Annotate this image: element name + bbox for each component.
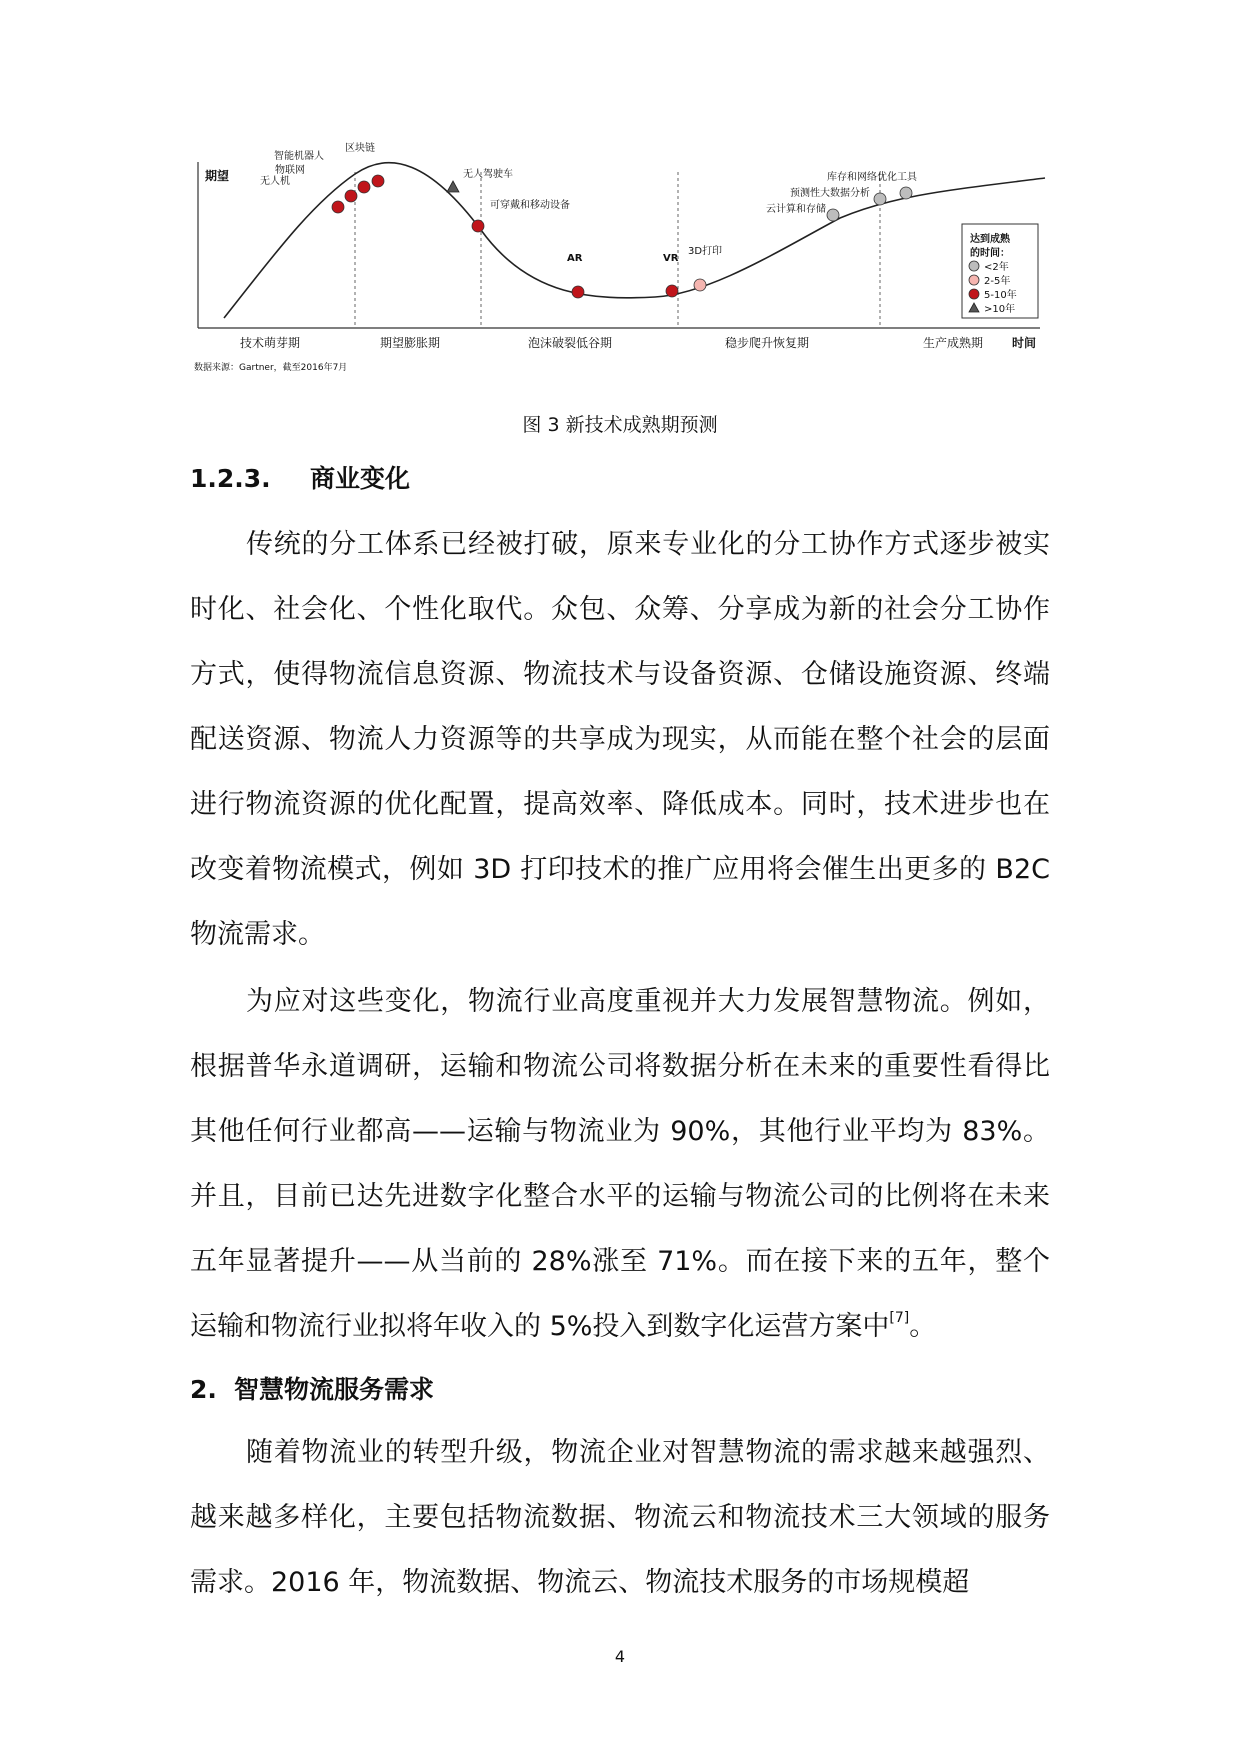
figure-caption: 图 3 新技术成熟期预测 — [522, 414, 718, 436]
legend-label: 5-10年 — [984, 290, 1017, 301]
marker-ar — [572, 286, 584, 298]
tech-label: 智能机器人 — [274, 151, 324, 162]
marker-3d-printing — [694, 279, 706, 291]
paragraph-2-end: 。 — [909, 1311, 937, 1342]
x-axis-label: 时间 — [1012, 336, 1037, 350]
legend-swatch-5to10 — [969, 289, 979, 299]
y-axis-label: 期望 — [205, 169, 230, 183]
citation-ref: [7] — [889, 1310, 910, 1326]
marker-iot — [345, 190, 357, 202]
hype-cycle-curve — [224, 163, 1045, 318]
legend-title: 的时间： — [970, 248, 1010, 259]
phase-label: 生产成熟期 — [923, 336, 984, 350]
marker-blockchain — [372, 175, 384, 187]
tech-label: 库存和网络优化工具 — [827, 172, 917, 183]
tech-label: 可穿戴和移动设备 — [490, 200, 570, 211]
legend-swatch-2to5 — [969, 275, 979, 285]
page-number: 4 — [614, 1647, 626, 1666]
tech-label: 3D打印 — [688, 246, 723, 257]
section-number: 2. — [190, 1375, 217, 1404]
hype-cycle-figure — [190, 143, 1085, 420]
section-title: 商业变化 — [310, 464, 411, 493]
tech-label: 无人机 — [260, 176, 290, 187]
paragraph-3: 随着物流业的转型升级，物流企业对智慧物流的需求越来越强烈、越来越多样化，主要包括物流数据、物流云和物流技术三大领域的服务需求。2016 年，物流数据、物流云、物流技术服务的市场规模超 — [190, 1437, 1050, 1598]
tech-label: 预测性大数据分析 — [790, 188, 870, 199]
tech-label: 云计算和存储 — [766, 204, 826, 215]
tech-label: 无人驾驶车 — [463, 169, 513, 180]
paragraph-1: 传统的分工体系已经被打破，原来专业化的分工协作方式逐步被实时化、社会化、个性化取代。众包、众筹、分享成为新的社会分工协作方式，使得物流信息资源、物流技术与设备资源、仓储设施资源、终端配送资源、物流人力资源等的共享成为现实，从而能在整个社会的层面进行物流资源的优化配置，提高效率、降低成本。同时，技术进步也在改变着物流模式，例如 3D 打印技术的推广应用将会催生出更多的 B2C 物流需求。 — [190, 529, 1050, 950]
marker-vr — [666, 285, 678, 297]
tech-label: VR — [663, 253, 679, 264]
legend-swatch-lt2 — [969, 261, 979, 271]
marker-inventory-tools — [900, 187, 912, 199]
marker-drone — [332, 201, 344, 213]
section-heading-2 — [190, 1370, 434, 1406]
legend-label: 2-5年 — [984, 276, 1011, 287]
legend-label: <2年 — [984, 262, 1009, 273]
phase-label: 期望膨胀期 — [380, 336, 441, 350]
legend-label: >10年 — [984, 304, 1016, 315]
section-heading-1-2-3 — [190, 459, 410, 495]
section-number: 1.2.3. — [190, 464, 271, 493]
marker-wearable — [472, 220, 484, 232]
legend-title: 达到成熟 — [970, 234, 1010, 245]
phase-label: 泡沫破裂低谷期 — [528, 336, 613, 350]
phase-label: 稳步爬升恢复期 — [725, 336, 810, 350]
section-title: 智慧物流服务需求 — [234, 1375, 435, 1404]
marker-smart-robot — [358, 181, 370, 193]
data-source-note: 数据来源：Gartner，截至2016年7月 — [194, 363, 348, 373]
maturity-legend — [962, 224, 1038, 318]
marker-predictive-analytics — [874, 193, 886, 205]
paragraph-2-text: 为应对这些变化，物流行业高度重视并大力发展智慧物流。例如，根据普华永道调研，运输和物流公司将数据分析在未来的重要性看得比其他任何行业都高——运输与物流业为 90%，其他行业平均为 83%。并且，目前已达先进数字化整合水平的运输与物流公司的比例将在未来五年显著提升——从当前的 28%涨至 71%。而在接下来的五年，整个运输和物流行业拟将年收入的 5%投入到数字化运营方案中 — [190, 986, 1050, 1342]
marker-cloud — [827, 209, 839, 221]
phase-label: 技术萌芽期 — [240, 336, 301, 350]
tech-label: 物联网 — [275, 165, 305, 176]
tech-label: AR — [567, 253, 583, 264]
tech-label: 区块链 — [345, 143, 375, 154]
paragraph-2 — [190, 969, 1050, 1359]
marker-autonomous-car — [447, 181, 459, 192]
